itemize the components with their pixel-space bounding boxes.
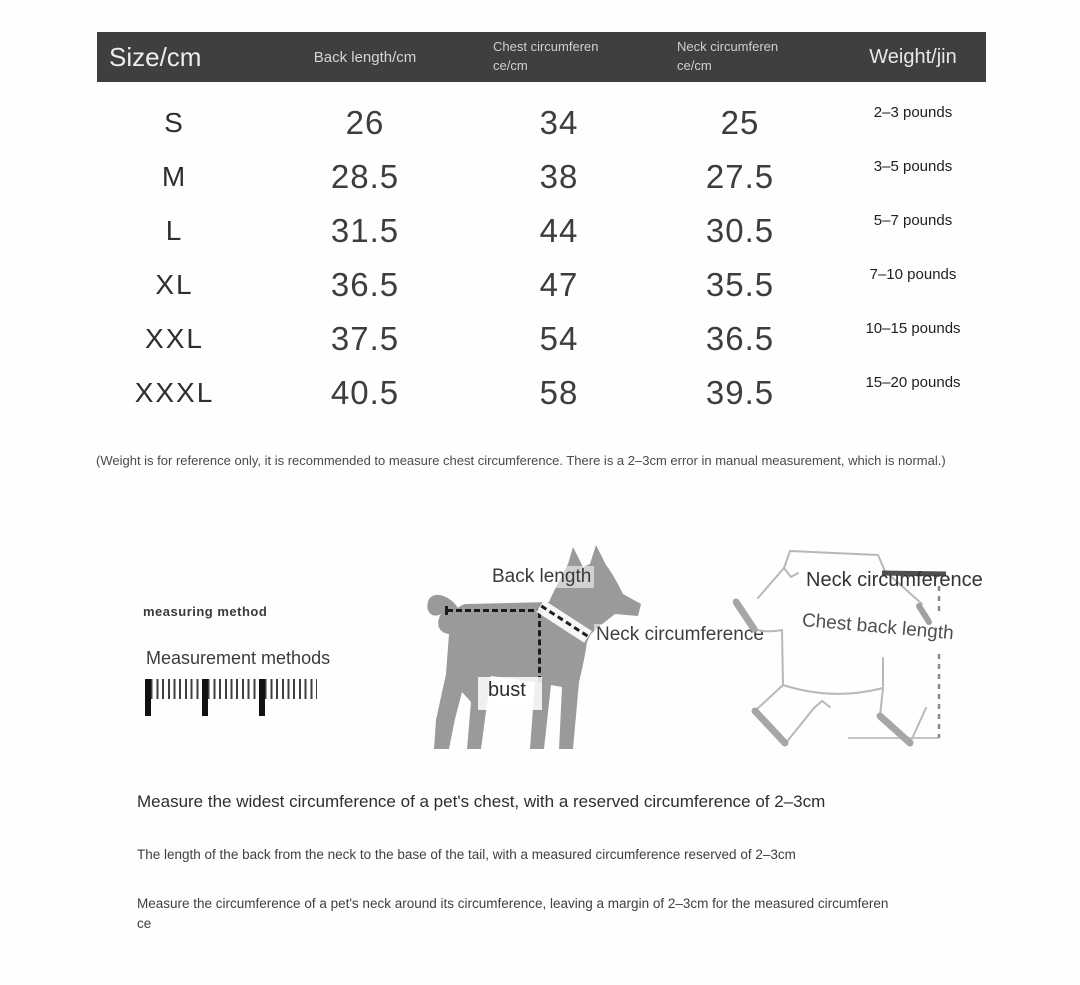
header-size: Size/cm <box>109 41 202 72</box>
cell-back: 26 <box>345 104 385 141</box>
dog-back-length-label: Back length <box>489 566 594 588</box>
table-row <box>97 150 986 204</box>
instruction-back: The length of the back from the neck to the base of the tail, with a measured circumference reserved of 2–3cm <box>137 847 796 862</box>
ruler-minor-ticks <box>145 679 317 699</box>
cell-chest: 54 <box>539 320 579 357</box>
cell-neck: 27.5 <box>705 158 775 195</box>
cell-weight: 3–5 pounds <box>873 157 953 175</box>
cell-neck: 35.5 <box>705 266 775 303</box>
cell-back: 40.5 <box>330 374 400 411</box>
weight-reference-note: (Weight is for reference only, it is recommended to measure chest circumference. There is a 2–3cm error in manual measurement, which is normal.) <box>96 453 946 468</box>
instruction-chest: Measure the widest circumference of a pet's chest, with a reserved circumference of 2–3cm <box>137 792 826 811</box>
garment-neck-circumference-label: Neck circumference <box>806 569 983 591</box>
table-row <box>97 312 986 366</box>
cell-size: XXXL <box>134 377 215 408</box>
header-chest-circumference: Chest circumferen ce/cm <box>493 39 599 73</box>
cell-back: 37.5 <box>330 320 400 357</box>
dog-bust-label: bust <box>478 677 542 710</box>
cell-chest: 34 <box>539 104 579 141</box>
cell-size: XXL <box>145 323 204 354</box>
cell-back: 31.5 <box>330 212 400 249</box>
size-table-body <box>97 96 986 420</box>
cell-back: 36.5 <box>330 266 400 303</box>
cell-weight: 7–10 pounds <box>869 265 957 283</box>
cell-chest: 47 <box>539 266 579 303</box>
header-back-length: Back length/cm <box>313 48 417 66</box>
cell-size: M <box>161 161 188 192</box>
cell-size: S <box>164 107 185 138</box>
cell-neck: 25 <box>720 104 760 141</box>
header-neck-circumference: Neck circumferen ce/cm <box>677 39 779 73</box>
size-table-header <box>97 32 986 82</box>
cell-neck: 30.5 <box>705 212 775 249</box>
cell-chest: 44 <box>539 212 579 249</box>
dog-neck-circumference-label: Neck circumference <box>596 624 764 645</box>
table-row <box>97 204 986 258</box>
measuring-method-small-label: measuring method <box>143 604 268 619</box>
cell-weight: 5–7 pounds <box>873 211 953 229</box>
header-weight: Weight/jin <box>869 45 957 68</box>
cell-weight: 10–15 pounds <box>865 319 961 337</box>
table-row <box>97 96 986 150</box>
back-length-dashed-line <box>447 609 543 612</box>
ruler-icon <box>145 679 323 716</box>
table-row <box>97 366 986 420</box>
ruler-major-tick <box>202 679 208 716</box>
ruler-major-tick <box>145 679 151 716</box>
cell-neck: 39.5 <box>705 374 775 411</box>
cell-weight: 15–20 pounds <box>865 373 961 391</box>
cell-weight: 2–3 pounds <box>873 103 953 121</box>
table-row <box>97 258 986 312</box>
cell-chest: 58 <box>539 374 579 411</box>
cell-back: 28.5 <box>330 158 400 195</box>
cell-size: L <box>165 215 184 246</box>
cell-size: XL <box>155 269 194 300</box>
measurement-methods-title: Measurement methods <box>146 648 331 668</box>
ruler-major-tick <box>259 679 265 716</box>
cell-chest: 38 <box>539 158 579 195</box>
bust-dashed-line <box>538 612 541 682</box>
cell-neck: 36.5 <box>705 320 775 357</box>
instruction-neck: Measure the circumference of a pet's neck around its circumference, leaving a margin of 2–3cm for the measured circumferen ce <box>137 896 889 932</box>
garment-chest-back-length-label: Chest back length <box>801 610 955 645</box>
